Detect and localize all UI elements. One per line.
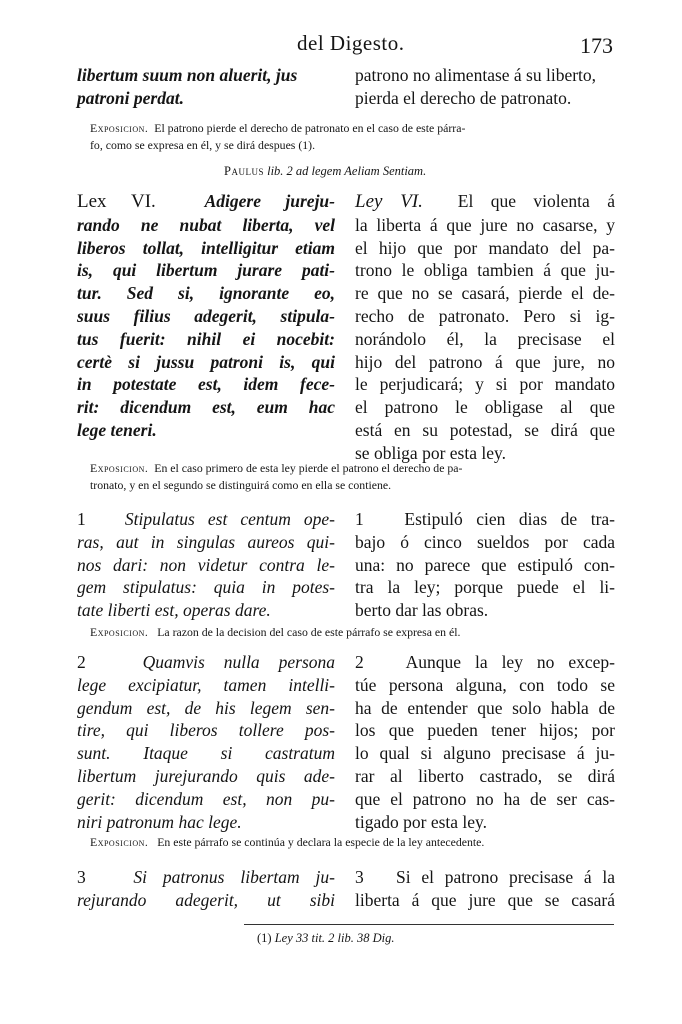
exposicion-text: El patrono pierde el derecho de patronato en el caso de este párra- xyxy=(154,121,466,135)
spanish-line: patrono no alimentase á su liberto, xyxy=(355,65,597,85)
spanish-line: bajo ó cinco sueldos por cada xyxy=(355,531,615,552)
exposicion-label: Exposicion. xyxy=(90,121,149,135)
latin-line: lege teneri. xyxy=(77,419,157,440)
spanish-line: túe persona alguna, con todo se xyxy=(355,674,615,695)
latin-line: in potestate est, idem fece- xyxy=(77,374,335,395)
citation-source: lib. 2 ad legem Aeliam Sentiam. xyxy=(267,164,427,178)
section-number: 1 xyxy=(77,509,86,529)
page-number: 173 xyxy=(580,33,613,58)
spanish-line: el hijo que por mandato del pa- xyxy=(355,237,615,258)
latin-line: gem stipulatus: quia in potes- xyxy=(77,577,335,598)
latin-line: tur. Sed si, ignorante eo, xyxy=(77,283,335,304)
law-citation xyxy=(224,163,426,180)
exposicion-note xyxy=(90,120,615,154)
exposicion-note xyxy=(90,834,620,851)
latin-line: tire, qui liberos tollere pos- xyxy=(77,720,335,741)
spanish-column-top xyxy=(355,64,615,110)
latin-column-top xyxy=(77,64,335,110)
spanish-line: El que violenta á xyxy=(457,191,615,211)
footnote xyxy=(257,930,395,947)
exposicion-text: La razon de la decision del caso de este párrafo se expresa en él. xyxy=(157,625,461,639)
spanish-line: ha de entender que solo habla de xyxy=(355,697,615,718)
running-header-title: del Digesto. xyxy=(297,31,405,55)
spanish-line: Estipuló cien dias de tra- xyxy=(404,509,616,529)
spanish-line: le perjudicará; y si por mandato xyxy=(355,374,615,395)
latin-line: rit: dicendum est, eum hac xyxy=(77,397,335,418)
latin-line: gendum est, de his legem sen- xyxy=(77,697,335,718)
spanish-line: norándolo él, la precisase el xyxy=(355,328,615,349)
exposicion-text: En este párrafo se continúa y declara la especie de la ley antecedente. xyxy=(157,835,485,849)
exposicion-label: Exposicion. xyxy=(90,461,149,475)
latin-line: is, qui libertum jurare pati- xyxy=(77,260,335,281)
latin-line: suus filius adegerit, stipula- xyxy=(77,305,335,326)
latin-line: libertum jurejurando quis ade- xyxy=(77,765,335,786)
spanish-line: el patrono le obligase al que xyxy=(355,397,615,418)
latin-line: ras, aut in singulas aureos qui- xyxy=(77,531,335,552)
latin-line: Si patronus libertam ju- xyxy=(133,867,335,887)
spanish-line: lo qual si alguno precisase á ju- xyxy=(355,743,615,764)
latin-line: certè si jussu patroni is, qui xyxy=(77,351,335,372)
section-number: 3 xyxy=(77,867,86,887)
latin-line: rejurando adegerit, ut sibi xyxy=(77,889,335,910)
spanish-column-sec3 xyxy=(355,866,615,912)
spanish-line: tigado por esta ley. xyxy=(355,811,488,832)
latin-line: Stipulatus est centum ope- xyxy=(124,509,336,529)
spanish-line: la liberta á que jure no casarse, y xyxy=(355,214,615,235)
latin-line: niri patronum hac lege. xyxy=(77,811,242,832)
spanish-column-sec1 xyxy=(355,508,615,622)
latin-line: rando ne nubat liberta, vel xyxy=(77,214,335,235)
spanish-line: tra la ley; porque puede el li- xyxy=(355,577,615,598)
latin-line: gerit: dicendum est, non pu- xyxy=(77,788,335,809)
spanish-column-sec2 xyxy=(355,651,615,833)
latin-line: nos dari: non videtur contra le- xyxy=(77,554,335,575)
spanish-line: está en su potestad, se dirá que xyxy=(355,419,615,440)
law-heading-spanish: Ley VI. xyxy=(355,191,423,212)
spanish-line: se obliga por esta ley. xyxy=(355,442,506,463)
spanish-line: rar al liberto castrado, se dirá xyxy=(355,765,615,786)
latin-line: sunt. Itaque si castratum xyxy=(77,743,335,764)
section-number: 2 xyxy=(355,652,364,672)
latin-line: tate liberti est, operas dare. xyxy=(77,600,271,621)
exposicion-text: fo, como se expresa en él, y se dirá despues (1). xyxy=(90,138,316,152)
spanish-line: pierda el derecho de patronato. xyxy=(355,87,572,108)
citation-author: Paulus xyxy=(224,164,264,178)
latin-column-sec2 xyxy=(77,651,335,833)
latin-column-lex6 xyxy=(77,190,335,442)
spanish-line: berto dar las obras. xyxy=(355,600,489,621)
footnote-text: Ley 33 tit. 2 lib. 38 Dig. xyxy=(274,931,395,945)
section-number: 1 xyxy=(355,509,364,529)
spanish-line: recho de patronato. Pero si ig- xyxy=(355,305,615,326)
spanish-line: una: no parece que estipuló con- xyxy=(355,554,615,575)
section-number: 2 xyxy=(77,652,86,672)
exposicion-text: En el caso primero de esta ley pierde el patrono el derecho de pa- xyxy=(154,461,463,475)
footnote-marker: (1) xyxy=(257,931,272,945)
latin-line: tus fuerit: nihil ei nocebit: xyxy=(77,328,335,349)
footnote-rule xyxy=(244,924,614,925)
latin-line: patroni perdat. xyxy=(77,87,184,108)
section-number: 3 xyxy=(355,867,364,887)
spanish-line: que el patrono no ha de ser cas- xyxy=(355,788,615,809)
latin-line: Quamvis nulla persona xyxy=(142,652,336,672)
spanish-line: trono le obliga tambien á que ju- xyxy=(355,260,615,281)
latin-line: lege excipiatur, tamen intelli- xyxy=(77,674,335,695)
spanish-line: Si el patrono precisase á la xyxy=(396,867,615,887)
spanish-line: liberta á que jure que se casará xyxy=(355,889,615,910)
latin-column-sec1 xyxy=(77,508,335,622)
spanish-line: re que no se casará, pierde el de- xyxy=(355,283,615,304)
latin-line: libertum suum non aluerit, jus xyxy=(77,65,298,85)
spanish-column-lex6 xyxy=(355,190,615,465)
spanish-line: Aunque la ley no excep- xyxy=(405,652,615,672)
exposicion-text: tronato, y en el segundo se distinguirá como en ella se contiene. xyxy=(90,478,392,492)
latin-column-sec3 xyxy=(77,866,335,912)
exposicion-note xyxy=(90,624,615,641)
latin-line: liberos tollat, intelligitur etiam xyxy=(77,237,335,258)
spanish-line: hijo del patrono á que jure, no xyxy=(355,351,615,372)
exposicion-label: Exposicion. xyxy=(90,625,149,639)
latin-line: Adigere jureju- xyxy=(204,191,335,211)
spanish-line: los que pueden tener hijos; por xyxy=(355,720,615,741)
exposicion-label: Exposicion. xyxy=(90,835,149,849)
exposicion-note xyxy=(90,460,615,494)
law-heading-latin: Lex VI. xyxy=(77,191,156,212)
